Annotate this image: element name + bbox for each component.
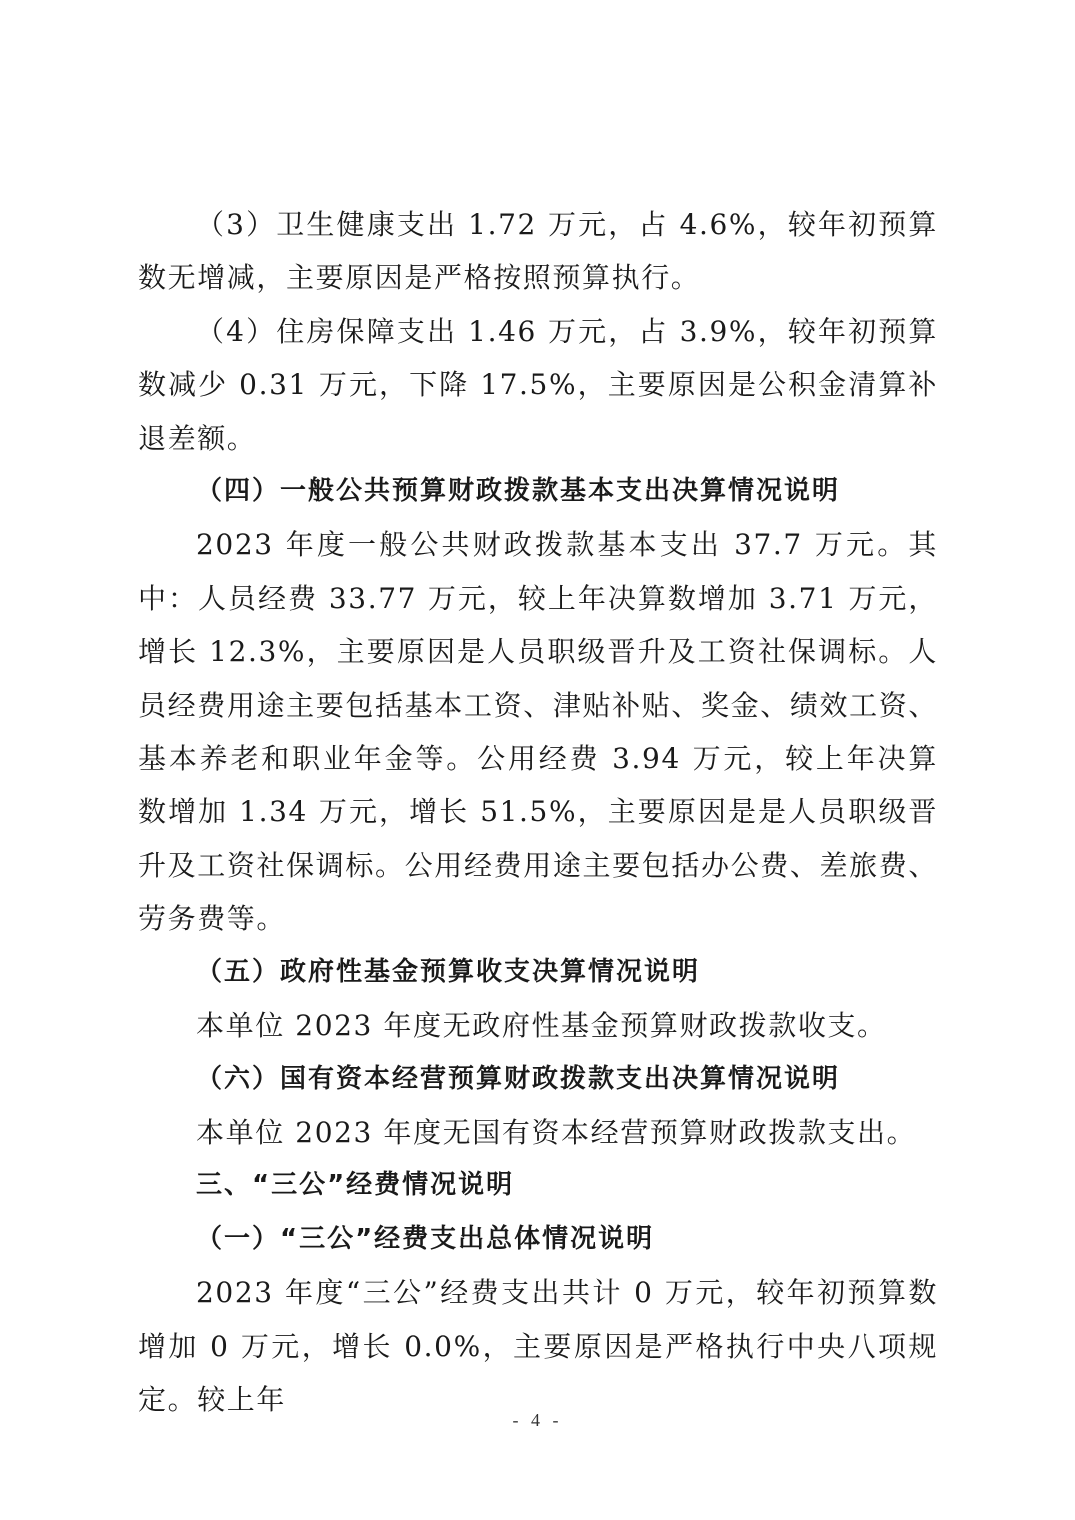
- heading-three-public-expenses: 三、“三公”经费情况说明: [196, 1170, 515, 1201]
- paragraph-health-expenditure: （3）卫生健康支出 1.72 万元，占 4.6%，较年初预算数无增减，主要原因是严格按照预算执行。: [138, 208, 938, 295]
- document-body: [138, 198, 938, 1426]
- heading-three-public-overall: （一）“三公”经费支出总体情况说明: [196, 1223, 655, 1254]
- paragraph-basic-expenditure: 2023 年度一般公共财政拨款基本支出 37.7 万元。其中：人员经费 33.77 万元，较上年决算数增加 3.71 万元，增长 12.3%，主要原因是人员职级晋升及工资社保调标。人员经费用途主要包括基本工资、津贴补贴、奖金、绩效工资、基本养老和职业年金等。公用经费 3.94 万元，较上年决算数增加 1.34 万元，增长 51.5%，主要原因是是人员职级晋升及工资社保调标。公用经费用途主要包括办公费、差旅费、劳务费等。: [138, 528, 938, 936]
- paragraph-three-public-overall: 2023 年度“三公”经费支出共计 0 万元，较年初预算数增加 0 万元，增长 0.0%，主要原因是严格执行中央八项规定。较上年: [138, 1276, 938, 1416]
- heading-government-fund: （五）政府性基金预算收支决算情况说明: [196, 956, 701, 987]
- heading-state-capital: （六）国有资本经营预算财政拨款支出决算情况说明: [196, 1063, 841, 1094]
- paragraph-state-capital: 本单位 2023 年度无国有资本经营预算财政拨款支出。: [196, 1115, 917, 1149]
- paragraph-government-fund: 本单位 2023 年度无政府性基金预算财政拨款收支。: [196, 1009, 887, 1043]
- heading-basic-expenditure: （四）一般公共预算财政拨款基本支出决算情况说明: [196, 476, 841, 507]
- paragraph-housing-expenditure: （4）住房保障支出 1.46 万元，占 3.9%，较年初预算数减少 0.31 万元，下降 17.5%，主要原因是公积金清算补退差额。: [138, 314, 938, 455]
- page-number: - 4 -: [512, 1410, 563, 1430]
